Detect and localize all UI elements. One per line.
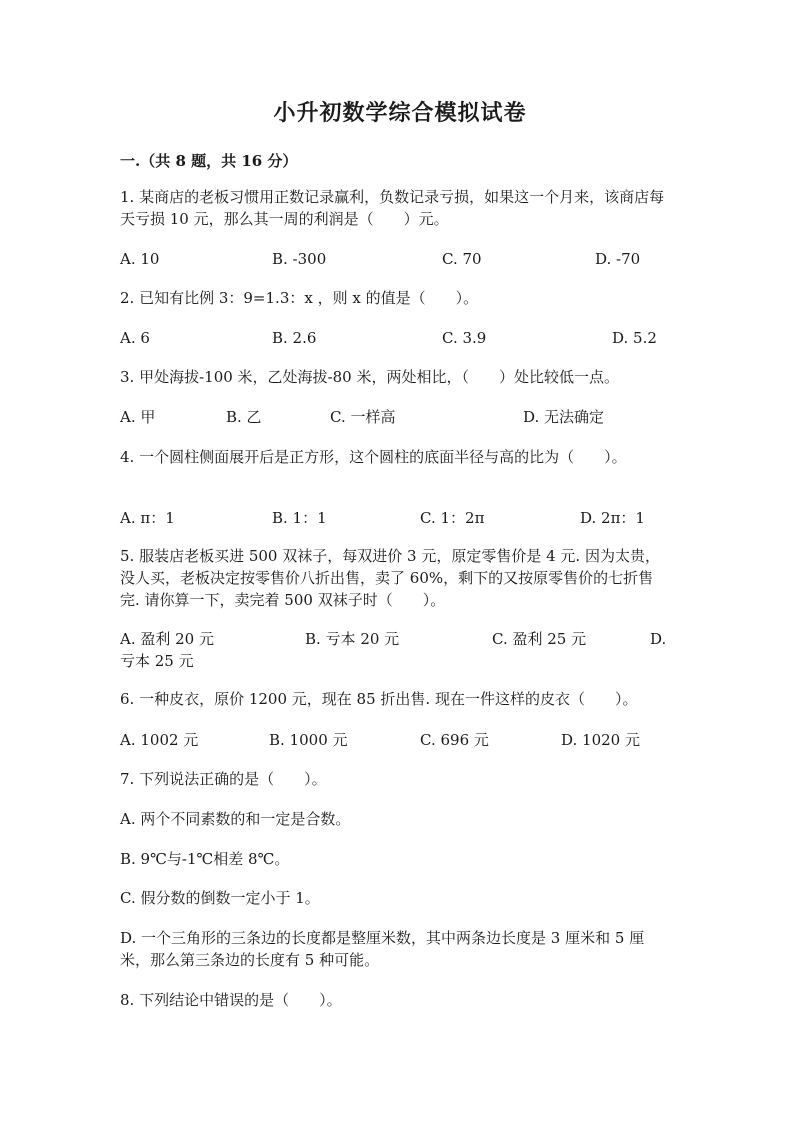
option-a[interactable]: A. 10 bbox=[120, 250, 160, 268]
page-title: 小升初数学综合模拟试卷 bbox=[273, 100, 527, 126]
question-2: 2. 已知有比例 3：9=1.3：x ，则 x 的值是（ ）。 bbox=[120, 289, 479, 307]
question-5-options bbox=[0, 628, 800, 672]
option-c[interactable]: C. 696 元 bbox=[420, 731, 489, 749]
option-d[interactable]: D. 一个三角形的三条边的长度都是整厘米数，其中两条边长度是 3 厘米和 5 厘米，那么第三条边的长度有 5 种可能。 bbox=[120, 929, 645, 969]
option-c[interactable]: C. 假分数的倒数一定小于 1。 bbox=[120, 889, 320, 907]
question-3-options bbox=[0, 406, 800, 428]
question-3: 3. 甲处海拔-100 米，乙处海拔-80 米，两处相比，（ ）处比较低一点。 bbox=[120, 368, 619, 386]
question-1: 1. 某商店的老板习惯用正数记录赢利，负数记录亏损，如果这一个月来，该商店每天亏损 10 元，那么其一周的利润是（ ）元。 bbox=[120, 188, 665, 228]
option-b[interactable]: B. 1000 元 bbox=[269, 731, 348, 749]
option-a[interactable]: A. 两个不同素数的和一定是合数。 bbox=[120, 810, 351, 828]
option-d[interactable]: D. bbox=[650, 630, 667, 648]
section-heading: 一.（共 8 题，共 16 分） bbox=[120, 152, 298, 170]
option-c[interactable]: C. 1：2π bbox=[420, 509, 485, 527]
option-b[interactable]: B. 9℃与-1℃相差 8℃。 bbox=[120, 850, 290, 868]
option-c[interactable]: C. 盈利 25 元 bbox=[492, 630, 587, 648]
option-c[interactable]: C. 3.9 bbox=[442, 329, 487, 347]
question-2-options bbox=[0, 327, 800, 349]
option-c[interactable]: C. 一样高 bbox=[330, 408, 396, 426]
option-c[interactable]: C. 70 bbox=[442, 250, 482, 268]
option-b[interactable]: B. 1：1 bbox=[272, 509, 327, 527]
option-d[interactable]: D. 5.2 bbox=[612, 329, 657, 347]
option-d[interactable]: D. 2π：1 bbox=[580, 509, 645, 527]
option-b[interactable]: B. 乙 bbox=[226, 408, 262, 426]
option-b[interactable]: B. -300 bbox=[272, 250, 327, 268]
question-8: 8. 下列结论中错误的是（ ）。 bbox=[120, 991, 342, 1009]
option-d[interactable]: D. -70 bbox=[595, 250, 641, 268]
question-4: 4. 一个圆柱侧面展开后是正方形，这个圆柱的底面半径与高的比为（ ）。 bbox=[120, 448, 627, 466]
option-d-text[interactable]: 亏本 25 元 bbox=[120, 652, 194, 670]
option-b[interactable]: B. 2.6 bbox=[272, 329, 317, 347]
question-7: 7. 下列说法正确的是（ ）。 bbox=[120, 770, 327, 788]
question-6: 6. 一种皮衣，原价 1200 元，现在 85 折出售. 现在一件这样的皮衣（ ）。 bbox=[120, 690, 638, 708]
option-a[interactable]: A. 6 bbox=[120, 329, 150, 347]
question-5: 5. 服装店老板买进 500 双袜子，每双进价 3 元，原定零售价是 4 元. 因为太贵，没人买，老板决定按零售价八折出售，卖了 60%，剩下的又按原零售价的七折售完. 请你算一下，卖完着 500 双袜子时（ ）。 bbox=[120, 547, 660, 609]
option-a[interactable]: A. π：1 bbox=[120, 509, 175, 527]
option-b[interactable]: B. 亏本 20 元 bbox=[305, 630, 400, 648]
option-a[interactable]: A. 甲 bbox=[120, 408, 156, 426]
question-4-options bbox=[0, 507, 800, 529]
option-a[interactable]: A. 盈利 20 元 bbox=[120, 630, 214, 648]
option-d[interactable]: D. 1020 元 bbox=[561, 731, 640, 749]
question-6-options bbox=[0, 729, 800, 751]
question-1-options bbox=[0, 248, 800, 270]
option-d[interactable]: D. 无法确定 bbox=[523, 408, 605, 426]
option-a[interactable]: A. 1002 元 bbox=[120, 731, 199, 749]
